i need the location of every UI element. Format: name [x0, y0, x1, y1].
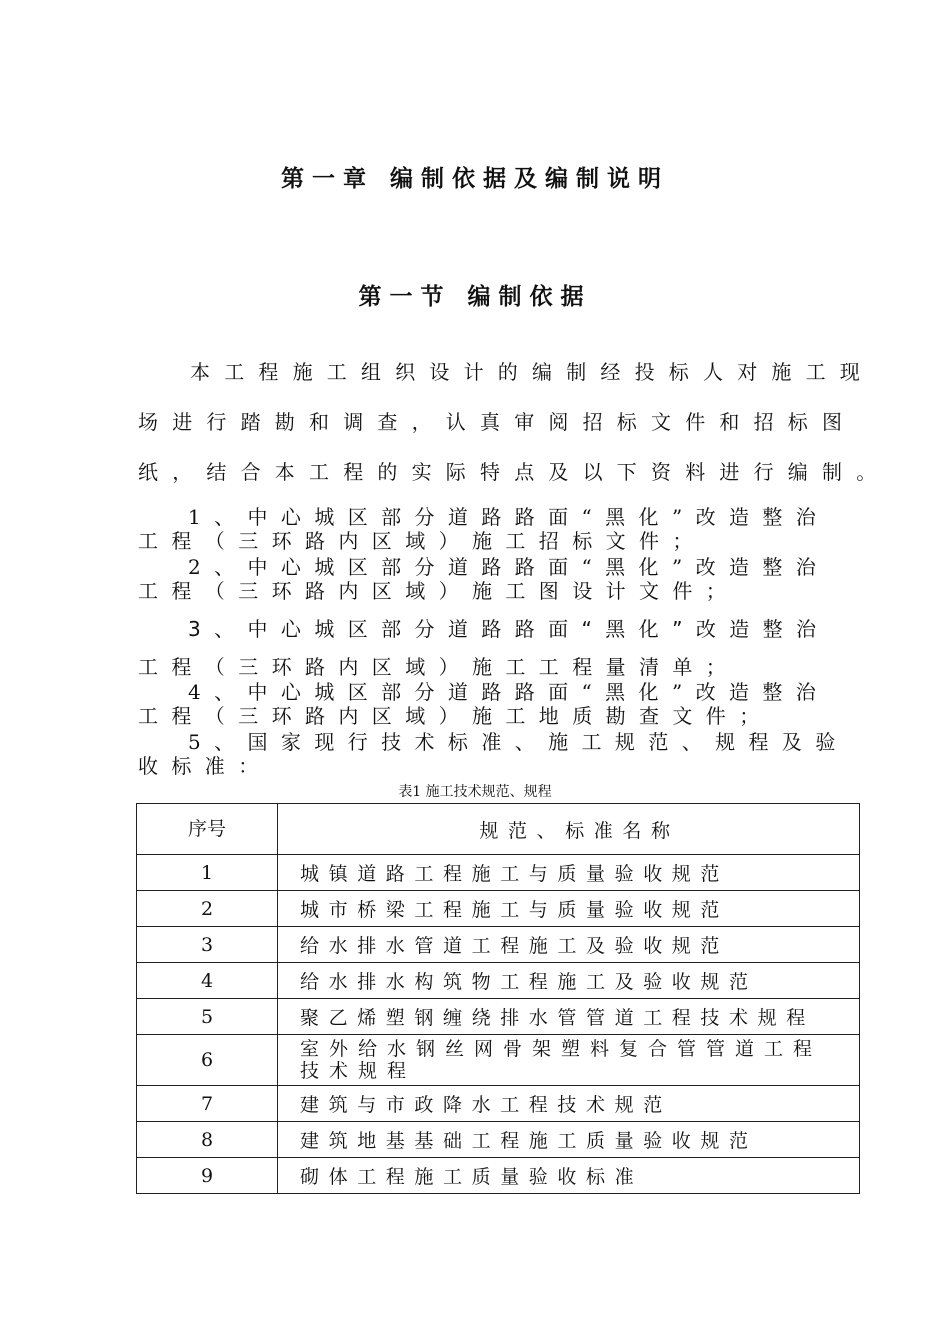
basis-list-item-2 [138, 555, 850, 603]
row-number: 3 [137, 927, 278, 963]
list-item-line: 收标准： [138, 754, 272, 778]
basis-list-item-5 [138, 730, 850, 778]
intro-paragraph-line-2: 场进行踏勘和调查，认真审阅招标文件和招标图 [138, 410, 857, 434]
row-standard-name: 给水排水管道工程施工及验收规范 [278, 927, 860, 963]
table-row [137, 927, 860, 963]
table-row [137, 855, 860, 891]
basis-list-item-1 [138, 505, 850, 553]
row-standard-name: 聚乙烯塑钢缠绕排水管管道工程技术规程 [278, 999, 860, 1035]
table-row [137, 1158, 860, 1194]
row-number: 5 [137, 999, 278, 1035]
row-standard-name: 城镇道路工程施工与质量验收规范 [278, 855, 860, 891]
row-standard-name: 室外给水钢丝网骨架塑料复合管管道工程技术规程 [278, 1035, 860, 1086]
table-row [137, 1122, 860, 1158]
row-standard-name: 建筑地基基础工程施工质量验收规范 [278, 1122, 860, 1158]
standards-table [136, 803, 860, 1194]
table-row [137, 891, 860, 927]
intro-paragraph-line-3: 纸，结合本工程的实际特点及以下资料进行编制。 [138, 460, 891, 484]
chapter-title: 第一章 编制依据及编制说明 [280, 166, 669, 192]
list-item-line: 4、中心城区部分道路路面“黑化”改造整治 [188, 680, 830, 704]
list-item-line: 工程（三环路内区域）施工图设计文件； [138, 579, 740, 603]
table-row [137, 1035, 860, 1086]
row-standard-name: 给水排水构筑物工程施工及验收规范 [278, 963, 860, 999]
row-number: 7 [137, 1086, 278, 1122]
list-item-line: 3、中心城区部分道路路面“黑化”改造整治 [188, 617, 830, 641]
basis-list-item-4 [138, 680, 850, 728]
row-number: 6 [137, 1035, 278, 1086]
list-item-line: 5、国家现行技术标准、施工规范、规程及验 [188, 730, 849, 754]
header-cell-number: 序号 [137, 804, 278, 855]
table-row [137, 963, 860, 999]
list-item-line: 2、中心城区部分道路路面“黑化”改造整治 [188, 555, 830, 579]
list-item-line: 工程（三环路内区域）施工招标文件； [138, 529, 706, 553]
table-header-row [137, 804, 860, 855]
row-standard-name: 城市桥梁工程施工与质量验收规范 [278, 891, 860, 927]
list-item-line: 工程（三环路内区域）施工地质勘查文件； [138, 704, 773, 728]
row-number: 8 [137, 1122, 278, 1158]
table-caption: 表1 施工技术规范、规程 [398, 784, 552, 800]
header-cell-name: 规范、标准名称 [278, 804, 860, 855]
table-row [137, 1086, 860, 1122]
section-title: 第一节 编制依据 [358, 284, 592, 310]
basis-list-item-3 [138, 617, 850, 679]
row-number: 4 [137, 963, 278, 999]
row-number: 2 [137, 891, 278, 927]
row-standard-name: 建筑与市政降水工程技术规范 [278, 1086, 860, 1122]
row-number: 1 [137, 855, 278, 891]
table-row [137, 999, 860, 1035]
list-item-line: 工程（三环路内区域）施工工程量清单； [138, 655, 740, 679]
intro-paragraph-line-1: 本工程施工组织设计的编制经投标人对施工现 [190, 360, 874, 384]
list-item-line: 1、中心城区部分道路路面“黑化”改造整治 [188, 505, 830, 529]
row-standard-name: 砌体工程施工质量验收标准 [278, 1158, 860, 1194]
row-number: 9 [137, 1158, 278, 1194]
